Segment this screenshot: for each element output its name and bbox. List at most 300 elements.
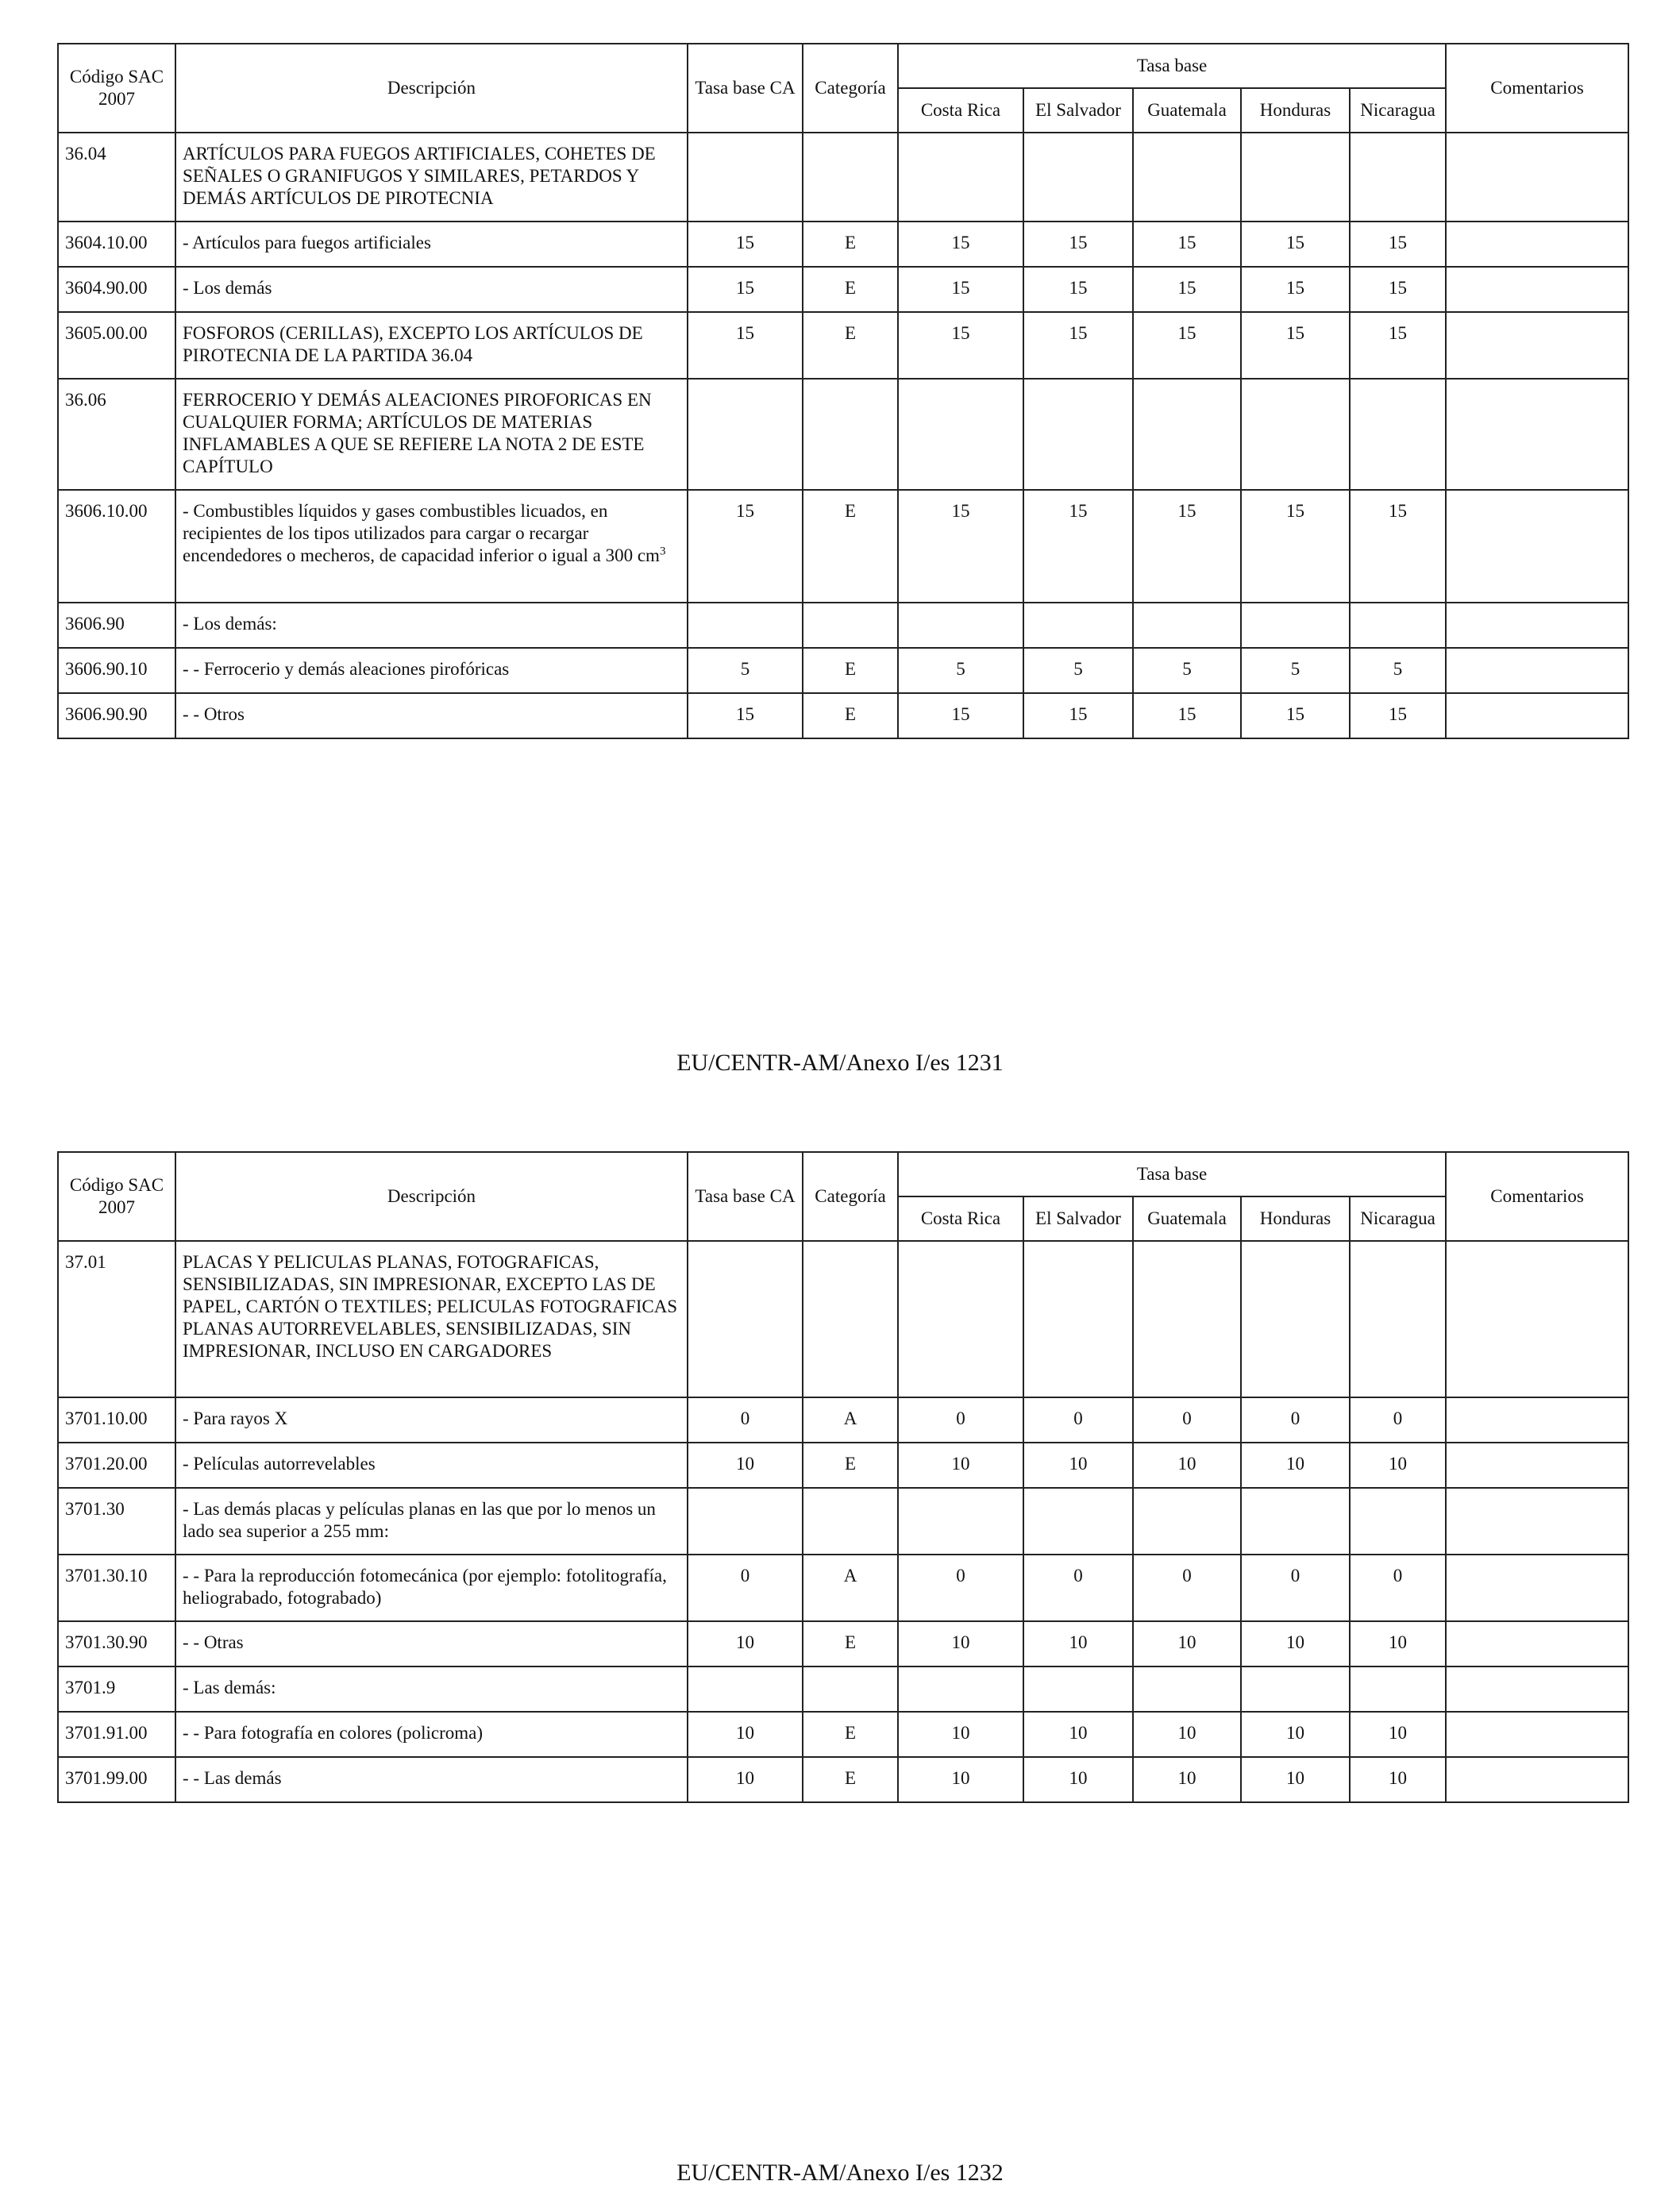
- cell-tasa-base-ca: [688, 222, 803, 267]
- cell-el-salvador: [1023, 1555, 1133, 1621]
- cell-el-salvador: [1023, 1241, 1133, 1397]
- cell-code: [58, 1712, 175, 1757]
- cell-tasa-base-ca: [688, 133, 803, 222]
- cell-tasa-base-ca-text: 15: [736, 278, 754, 298]
- cell-comentarios: [1446, 1241, 1628, 1397]
- cell-guatemala: [1133, 1443, 1241, 1488]
- cell-description-text: - - Otros: [183, 704, 245, 724]
- cell-tasa-base-ca: [688, 490, 803, 603]
- cell-el-salvador-text: 10: [1069, 1454, 1088, 1474]
- table-row: [58, 603, 1628, 648]
- cell-honduras-text: 15: [1286, 278, 1304, 298]
- cell-nicaragua: [1350, 312, 1446, 379]
- tariff-table-block-1: [57, 43, 1628, 739]
- cell-comentarios: [1446, 1757, 1628, 1802]
- header-categoria: Categoría: [803, 1152, 898, 1241]
- cell-guatemala: [1133, 1757, 1241, 1802]
- cell-nicaragua: [1350, 267, 1446, 312]
- cell-comentarios: [1446, 312, 1628, 379]
- cell-code-text: 3701.91.00: [65, 1723, 148, 1743]
- table-row: [58, 1241, 1628, 1397]
- cell-el-salvador-text: 10: [1069, 1723, 1088, 1743]
- cell-categoria: [803, 1397, 898, 1443]
- cell-tasa-base-ca: [688, 1443, 803, 1488]
- cell-guatemala: [1133, 1241, 1241, 1397]
- superscript: 3: [659, 545, 666, 558]
- cell-honduras: [1241, 379, 1350, 490]
- cell-guatemala: [1133, 1712, 1241, 1757]
- header-categoria: Categoría: [803, 44, 898, 133]
- cell-honduras: [1241, 222, 1350, 267]
- cell-comentarios: [1446, 222, 1628, 267]
- table-row: [58, 1666, 1628, 1712]
- cell-comentarios: [1446, 1397, 1628, 1443]
- cell-costa-rica: [898, 133, 1023, 222]
- cell-nicaragua: [1350, 1666, 1446, 1712]
- cell-nicaragua: [1350, 379, 1446, 490]
- cell-el-salvador: [1023, 1757, 1133, 1802]
- cell-description-text: FOSFOROS (CERILLAS), EXCEPTO LOS ARTÍCULOS DE PIROTECNIA DE LA PARTIDA 36.04: [183, 323, 643, 365]
- header-guatemala: Guatemala: [1133, 1196, 1241, 1241]
- cell-description-text: ARTÍCULOS PARA FUEGOS ARTIFICIALES, COHETES DE SEÑALES O GRANIFUGOS Y SIMILARES, PETARDOS Y DEMÁS ARTÍCULOS DE PIROTECNIA: [183, 144, 656, 208]
- cell-categoria: [803, 1666, 898, 1712]
- cell-honduras-text: 10: [1286, 1454, 1304, 1474]
- cell-description-text: - Los demás: [183, 278, 272, 298]
- cell-tasa-base-ca-text: 10: [736, 1454, 754, 1474]
- cell-honduras: [1241, 1443, 1350, 1488]
- table-row: [58, 1712, 1628, 1757]
- cell-el-salvador: [1023, 1712, 1133, 1757]
- cell-nicaragua-text: 10: [1389, 1632, 1408, 1652]
- cell-el-salvador: [1023, 603, 1133, 648]
- header-tasa-base-ca: Tasa base CA: [688, 1152, 803, 1241]
- header-tasa-base: Tasa base: [898, 1152, 1446, 1196]
- cell-categoria: [803, 1488, 898, 1555]
- cell-code-text: 3701.30: [65, 1499, 125, 1519]
- cell-categoria: [803, 693, 898, 738]
- cell-costa-rica-text: 15: [951, 278, 970, 298]
- cell-code: [58, 1666, 175, 1712]
- cell-categoria-text: E: [844, 704, 857, 724]
- cell-el-salvador-text: 5: [1073, 659, 1083, 679]
- header-nicaragua: Nicaragua: [1350, 1196, 1446, 1241]
- cell-description-text: - Las demás placas y películas planas en las que por lo menos un lado sea superior a 255 mm:: [183, 1499, 656, 1541]
- cell-categoria: [803, 603, 898, 648]
- cell-comentarios: [1446, 1488, 1628, 1555]
- cell-el-salvador-text: 15: [1069, 278, 1088, 298]
- cell-costa-rica: [898, 312, 1023, 379]
- cell-categoria: [803, 1555, 898, 1621]
- cell-guatemala-text: 15: [1177, 704, 1196, 724]
- page-footer: EU/CENTR-AM/Anexo I/es 1231: [676, 1050, 1004, 1076]
- cell-nicaragua-text: 5: [1393, 659, 1403, 679]
- cell-description: [175, 1621, 688, 1666]
- cell-tasa-base-ca-text: 0: [740, 1566, 750, 1586]
- cell-costa-rica-text: 15: [951, 323, 970, 343]
- cell-comentarios: [1446, 1443, 1628, 1488]
- cell-costa-rica-text: 0: [956, 1566, 965, 1586]
- cell-categoria: [803, 222, 898, 267]
- cell-el-salvador: [1023, 379, 1133, 490]
- cell-guatemala-text: 15: [1177, 323, 1196, 343]
- cell-tasa-base-ca-text: 5: [740, 659, 750, 679]
- cell-nicaragua: [1350, 1397, 1446, 1443]
- cell-guatemala: [1133, 1621, 1241, 1666]
- cell-nicaragua-text: 10: [1389, 1723, 1408, 1743]
- cell-code: [58, 603, 175, 648]
- cell-description-text: - - Para fotografía en colores (policroma): [183, 1723, 484, 1743]
- tariff-table: [57, 1151, 1629, 1803]
- cell-description: [175, 133, 688, 222]
- cell-description: [175, 603, 688, 648]
- cell-nicaragua-text: 0: [1393, 1566, 1403, 1586]
- cell-tasa-base-ca-text: 15: [736, 704, 754, 724]
- cell-honduras: [1241, 1488, 1350, 1555]
- cell-tasa-base-ca-text: 10: [736, 1723, 754, 1743]
- cell-description: [175, 222, 688, 267]
- cell-description-text: - Las demás:: [183, 1678, 276, 1697]
- table-row: [58, 648, 1628, 693]
- cell-description: [175, 1241, 688, 1397]
- header-codigo: Código SAC 2007: [58, 44, 175, 133]
- cell-costa-rica: [898, 267, 1023, 312]
- cell-description: [175, 1488, 688, 1555]
- cell-description: [175, 1666, 688, 1712]
- cell-tasa-base-ca: [688, 1488, 803, 1555]
- table-row: [58, 1555, 1628, 1621]
- cell-guatemala-text: 15: [1177, 501, 1196, 521]
- cell-description: [175, 693, 688, 738]
- cell-honduras-text: 10: [1286, 1768, 1304, 1788]
- cell-el-salvador-text: 15: [1069, 501, 1088, 521]
- cell-nicaragua: [1350, 1443, 1446, 1488]
- cell-description: [175, 267, 688, 312]
- cell-costa-rica-text: 10: [951, 1632, 970, 1652]
- cell-el-salvador: [1023, 222, 1133, 267]
- header-nicaragua: Nicaragua: [1350, 88, 1446, 133]
- cell-honduras: [1241, 133, 1350, 222]
- cell-guatemala: [1133, 603, 1241, 648]
- cell-el-salvador: [1023, 1666, 1133, 1712]
- cell-nicaragua: [1350, 1712, 1446, 1757]
- cell-nicaragua: [1350, 1488, 1446, 1555]
- cell-description: [175, 1397, 688, 1443]
- cell-comentarios: [1446, 1712, 1628, 1757]
- cell-tasa-base-ca: [688, 1666, 803, 1712]
- cell-code-text: 36.06: [65, 390, 106, 410]
- cell-categoria-text: A: [843, 1408, 857, 1428]
- table-row: [58, 267, 1628, 312]
- table-row: [58, 490, 1628, 603]
- cell-description: [175, 648, 688, 693]
- cell-code-text: 3701.9: [65, 1678, 116, 1697]
- cell-description-text: - - Para la reproducción fotomecánica (por ejemplo: fotolitografía, heliograbado, fotograbado): [183, 1566, 667, 1608]
- cell-guatemala-text: 0: [1182, 1566, 1192, 1586]
- header-honduras: Honduras: [1241, 1196, 1350, 1241]
- cell-description: [175, 312, 688, 379]
- cell-categoria-text: E: [844, 323, 857, 343]
- cell-guatemala: [1133, 1397, 1241, 1443]
- cell-honduras-text: 15: [1286, 233, 1304, 252]
- cell-categoria: [803, 133, 898, 222]
- cell-honduras: [1241, 1555, 1350, 1621]
- cell-costa-rica-text: 15: [951, 233, 970, 252]
- cell-tasa-base-ca-text: 15: [736, 501, 754, 521]
- cell-comentarios: [1446, 267, 1628, 312]
- cell-el-salvador: [1023, 693, 1133, 738]
- cell-costa-rica-text: 0: [956, 1408, 965, 1428]
- cell-code-text: 37.01: [65, 1252, 106, 1272]
- cell-code-text: 3701.10.00: [65, 1408, 148, 1428]
- cell-nicaragua: [1350, 693, 1446, 738]
- cell-description-text: - Combustibles líquidos y gases combustibles licuados, en recipientes de los tipos utilizados para cargar o recargar encendedores o mecheros, de capacidad inferior o igual a 300 cm: [183, 501, 660, 565]
- header-costa-rica: Costa Rica: [898, 1196, 1023, 1241]
- cell-honduras-text: 15: [1286, 323, 1304, 343]
- cell-code-text: 3606.10.00: [65, 501, 148, 521]
- cell-comentarios: [1446, 693, 1628, 738]
- cell-el-salvador-text: 15: [1069, 323, 1088, 343]
- cell-code: [58, 1488, 175, 1555]
- cell-guatemala-text: 15: [1177, 278, 1196, 298]
- header-codigo: Código SAC 2007: [58, 1152, 175, 1241]
- cell-nicaragua-text: 10: [1389, 1768, 1408, 1788]
- cell-code: [58, 693, 175, 738]
- cell-tasa-base-ca: [688, 1241, 803, 1397]
- cell-honduras: [1241, 693, 1350, 738]
- cell-categoria-text: E: [844, 1632, 857, 1652]
- cell-comentarios: [1446, 1555, 1628, 1621]
- cell-guatemala-text: 10: [1177, 1632, 1196, 1652]
- cell-categoria-text: E: [844, 233, 857, 252]
- cell-nicaragua: [1350, 222, 1446, 267]
- cell-guatemala-text: 10: [1177, 1768, 1196, 1788]
- cell-guatemala: [1133, 693, 1241, 738]
- cell-costa-rica: [898, 1666, 1023, 1712]
- cell-tasa-base-ca-text: 10: [736, 1632, 754, 1652]
- cell-tasa-base-ca: [688, 379, 803, 490]
- cell-tasa-base-ca: [688, 648, 803, 693]
- cell-categoria-text: E: [844, 659, 857, 679]
- cell-guatemala: [1133, 1488, 1241, 1555]
- cell-categoria: [803, 1757, 898, 1802]
- cell-costa-rica-text: 10: [951, 1768, 970, 1788]
- cell-costa-rica: [898, 1757, 1023, 1802]
- cell-code: [58, 1555, 175, 1621]
- cell-el-salvador-text: 15: [1069, 233, 1088, 252]
- header-descripcion: Descripción: [175, 1152, 688, 1241]
- cell-el-salvador-text: 0: [1073, 1566, 1083, 1586]
- cell-comentarios: [1446, 1621, 1628, 1666]
- cell-description-text: - - Las demás: [183, 1768, 282, 1788]
- cell-honduras: [1241, 1712, 1350, 1757]
- cell-costa-rica: [898, 1712, 1023, 1757]
- cell-el-salvador-text: 15: [1069, 704, 1088, 724]
- cell-code-text: 3604.90.00: [65, 278, 148, 298]
- cell-categoria: [803, 1241, 898, 1397]
- cell-el-salvador: [1023, 490, 1133, 603]
- cell-comentarios: [1446, 490, 1628, 603]
- cell-categoria: [803, 379, 898, 490]
- header-guatemala: Guatemala: [1133, 88, 1241, 133]
- cell-el-salvador-text: 0: [1073, 1408, 1083, 1428]
- cell-costa-rica-text: 10: [951, 1454, 970, 1474]
- cell-code-text: 3604.10.00: [65, 233, 148, 252]
- cell-tasa-base-ca-text: 15: [736, 323, 754, 343]
- cell-guatemala-text: 10: [1177, 1454, 1196, 1474]
- cell-guatemala: [1133, 312, 1241, 379]
- cell-guatemala-text: 5: [1182, 659, 1192, 679]
- cell-guatemala: [1133, 490, 1241, 603]
- cell-tasa-base-ca: [688, 693, 803, 738]
- cell-description: [175, 490, 688, 603]
- table-row: [58, 222, 1628, 267]
- cell-code-text: 3606.90.90: [65, 704, 148, 724]
- cell-costa-rica: [898, 1621, 1023, 1666]
- cell-code: [58, 1241, 175, 1397]
- tariff-table: [57, 43, 1629, 739]
- cell-comentarios: [1446, 133, 1628, 222]
- cell-honduras: [1241, 312, 1350, 379]
- cell-description: [175, 1555, 688, 1621]
- cell-nicaragua-text: 10: [1389, 1454, 1408, 1474]
- cell-nicaragua-text: 15: [1389, 233, 1408, 252]
- cell-categoria-text: E: [844, 501, 857, 521]
- cell-code: [58, 1443, 175, 1488]
- header-el-salvador: El Salvador: [1023, 88, 1133, 133]
- cell-code: [58, 490, 175, 603]
- cell-code: [58, 379, 175, 490]
- cell-honduras-text: 10: [1286, 1632, 1304, 1652]
- cell-comentarios: [1446, 1666, 1628, 1712]
- cell-comentarios: [1446, 648, 1628, 693]
- cell-code-text: 3701.99.00: [65, 1768, 148, 1788]
- cell-el-salvador: [1023, 312, 1133, 379]
- cell-honduras: [1241, 648, 1350, 693]
- cell-honduras: [1241, 1621, 1350, 1666]
- cell-el-salvador: [1023, 1397, 1133, 1443]
- cell-code-text: 3701.30.90: [65, 1632, 148, 1652]
- header-tasa-base: Tasa base: [898, 44, 1446, 88]
- cell-costa-rica: [898, 1397, 1023, 1443]
- cell-code-text: 3606.90: [65, 614, 125, 634]
- cell-el-salvador: [1023, 1621, 1133, 1666]
- cell-code-text: 3605.00.00: [65, 323, 148, 343]
- cell-code: [58, 648, 175, 693]
- cell-code: [58, 1397, 175, 1443]
- cell-guatemala: [1133, 133, 1241, 222]
- table-body: [58, 1241, 1628, 1802]
- cell-description: [175, 1757, 688, 1802]
- cell-description-text: - Artículos para fuegos artificiales: [183, 233, 431, 252]
- cell-guatemala-text: 0: [1182, 1408, 1192, 1428]
- cell-guatemala: [1133, 648, 1241, 693]
- cell-code: [58, 267, 175, 312]
- cell-costa-rica: [898, 379, 1023, 490]
- cell-description: [175, 379, 688, 490]
- table-row: [58, 1443, 1628, 1488]
- cell-code: [58, 1757, 175, 1802]
- cell-tasa-base-ca: [688, 603, 803, 648]
- cell-code: [58, 133, 175, 222]
- cell-nicaragua-text: 15: [1389, 323, 1408, 343]
- cell-honduras-text: 15: [1286, 704, 1304, 724]
- cell-code: [58, 312, 175, 379]
- cell-honduras-text: 0: [1290, 1566, 1300, 1586]
- cell-honduras: [1241, 1241, 1350, 1397]
- cell-tasa-base-ca-text: 15: [736, 233, 754, 252]
- cell-code: [58, 1621, 175, 1666]
- cell-honduras: [1241, 1397, 1350, 1443]
- cell-tasa-base-ca: [688, 1397, 803, 1443]
- cell-costa-rica-text: 15: [951, 501, 970, 521]
- cell-tasa-base-ca: [688, 267, 803, 312]
- cell-tasa-base-ca: [688, 312, 803, 379]
- cell-nicaragua-text: 0: [1393, 1408, 1403, 1428]
- cell-honduras: [1241, 1666, 1350, 1712]
- cell-categoria: [803, 1443, 898, 1488]
- cell-honduras: [1241, 490, 1350, 603]
- cell-categoria: [803, 312, 898, 379]
- cell-description: [175, 1712, 688, 1757]
- cell-tasa-base-ca: [688, 1712, 803, 1757]
- header-comentarios: Comentarios: [1446, 1152, 1628, 1241]
- header-descripcion: Descripción: [175, 44, 688, 133]
- cell-tasa-base-ca: [688, 1555, 803, 1621]
- cell-nicaragua: [1350, 1241, 1446, 1397]
- cell-costa-rica: [898, 1488, 1023, 1555]
- cell-nicaragua-text: 15: [1389, 704, 1408, 724]
- cell-description-text: - Los demás:: [183, 614, 277, 634]
- cell-honduras-text: 5: [1290, 659, 1300, 679]
- cell-description-text: PLACAS Y PELICULAS PLANAS, FOTOGRAFICAS, SENSIBILIZADAS, SIN IMPRESIONAR, EXCEPTO LAS DE PAPEL, CARTÓN O TEXTILES; PELICULAS FOTOGRAFICAS PLANAS AUTORREVELABLES, SENSIBILIZADAS, SIN IMPRESIONAR, INCLUSO EN CARGADORES: [183, 1252, 678, 1361]
- cell-nicaragua: [1350, 490, 1446, 603]
- header-honduras: Honduras: [1241, 88, 1350, 133]
- table-row: [58, 1397, 1628, 1443]
- cell-description-text: - Para rayos X: [183, 1408, 288, 1428]
- cell-el-salvador-text: 10: [1069, 1632, 1088, 1652]
- cell-costa-rica: [898, 222, 1023, 267]
- cell-categoria: [803, 1712, 898, 1757]
- cell-guatemala: [1133, 1555, 1241, 1621]
- cell-nicaragua: [1350, 1757, 1446, 1802]
- table-row: [58, 693, 1628, 738]
- table-row: [58, 312, 1628, 379]
- cell-honduras: [1241, 1757, 1350, 1802]
- cell-honduras: [1241, 267, 1350, 312]
- cell-el-salvador-text: 10: [1069, 1768, 1088, 1788]
- header-comentarios: Comentarios: [1446, 44, 1628, 133]
- cell-costa-rica-text: 10: [951, 1723, 970, 1743]
- cell-costa-rica: [898, 648, 1023, 693]
- table-row: [58, 379, 1628, 490]
- cell-nicaragua: [1350, 1621, 1446, 1666]
- cell-code-text: 36.04: [65, 144, 106, 164]
- table-body: [58, 133, 1628, 738]
- cell-costa-rica-text: 15: [951, 704, 970, 724]
- tariff-table-block-2: [57, 1151, 1628, 1803]
- cell-nicaragua: [1350, 603, 1446, 648]
- cell-categoria: [803, 648, 898, 693]
- cell-honduras-text: 10: [1286, 1723, 1304, 1743]
- cell-categoria: [803, 490, 898, 603]
- cell-description-text: - - Otras: [183, 1632, 244, 1652]
- cell-el-salvador: [1023, 648, 1133, 693]
- cell-tasa-base-ca: [688, 1757, 803, 1802]
- cell-costa-rica-text: 5: [956, 659, 965, 679]
- cell-nicaragua: [1350, 133, 1446, 222]
- cell-tasa-base-ca-text: 0: [740, 1408, 750, 1428]
- cell-description-text: FERROCERIO Y DEMÁS ALEACIONES PIROFORICAS EN CUALQUIER FORMA; ARTÍCULOS DE MATERIAS INFLAMABLES A QUE SE REFIERE LA NOTA 2 DE ESTE CAPÍTULO: [183, 390, 652, 476]
